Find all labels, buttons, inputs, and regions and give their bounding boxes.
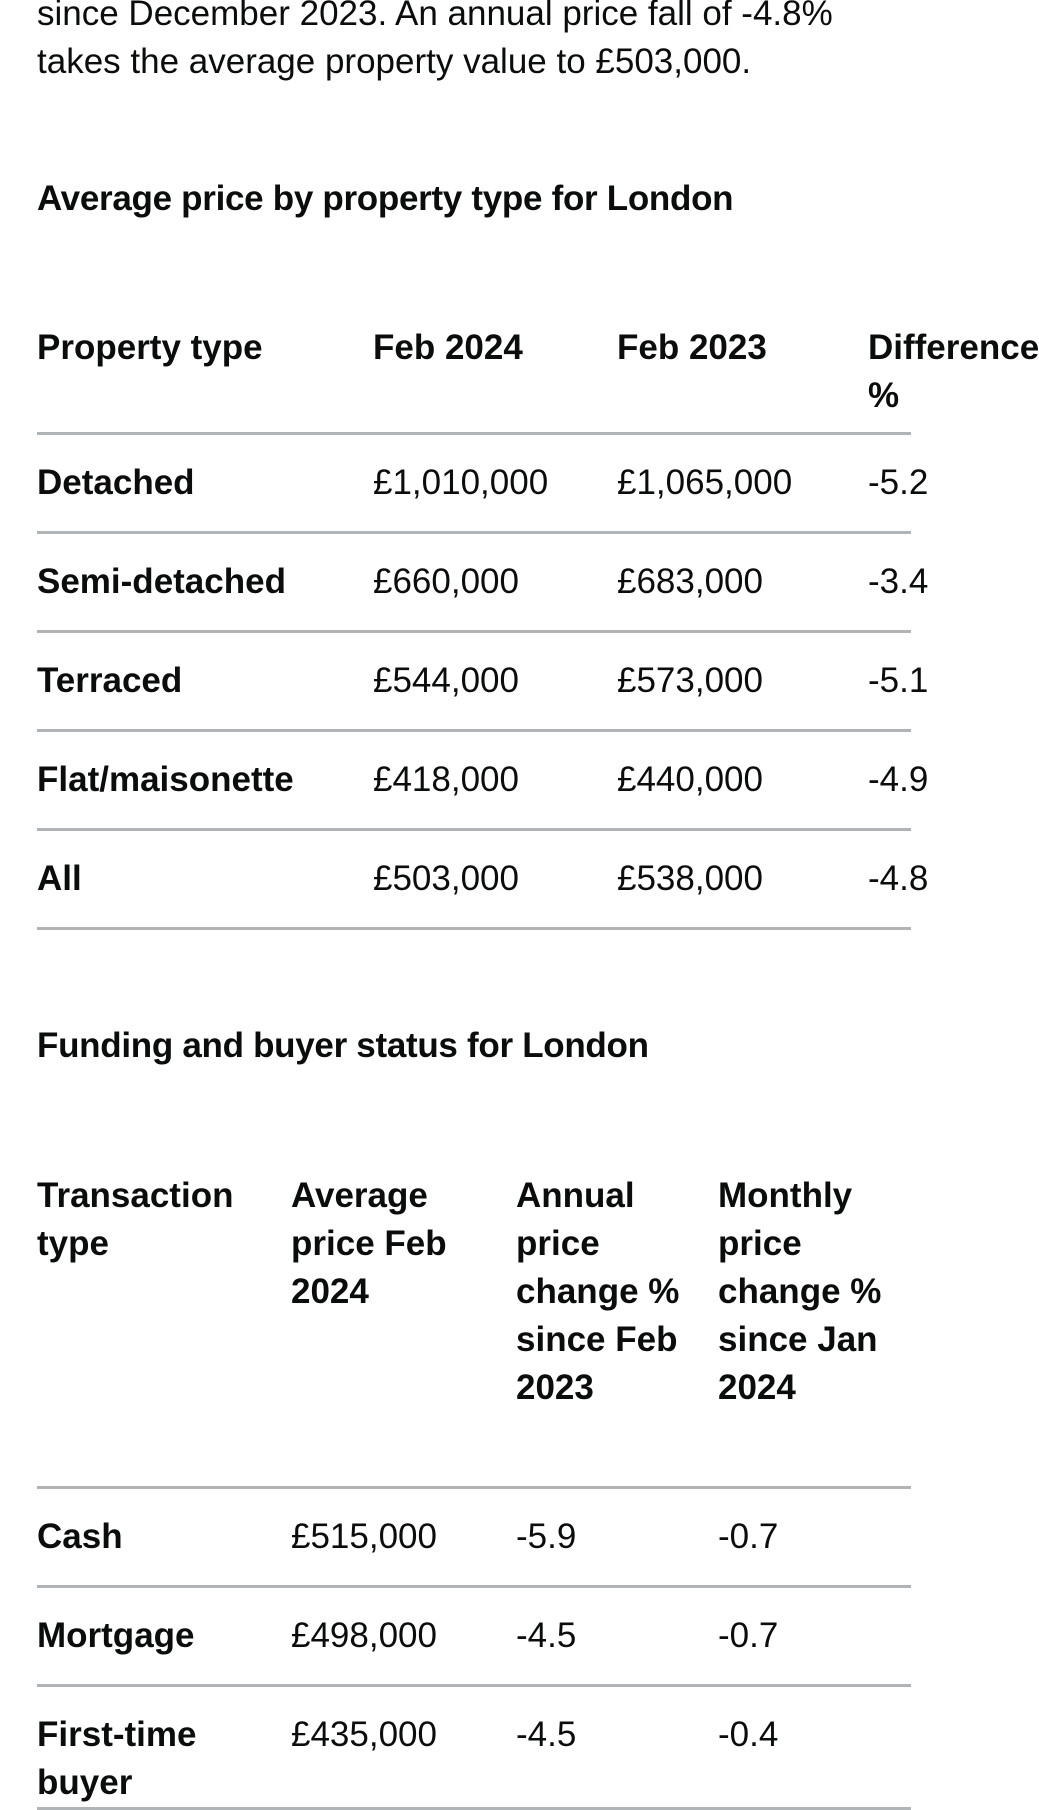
funding-table bbox=[37, 1168, 911, 1810]
col-header-annual-change: Annual price change % since Feb 2023 bbox=[516, 1168, 718, 1487]
property-type-heading: Average price by property type for London bbox=[37, 179, 734, 218]
property-type-table bbox=[37, 320, 1039, 930]
cell-feb-2023: £440,000 bbox=[617, 731, 868, 830]
row-header: All bbox=[37, 830, 373, 929]
col-header-feb-2024: Feb 2024 bbox=[373, 320, 617, 434]
row-header: Detached bbox=[37, 434, 373, 533]
table-header-row bbox=[37, 320, 911, 434]
cell-feb-2024: £660,000 bbox=[373, 533, 617, 632]
cell-feb-2024: £1,010,000 bbox=[373, 434, 617, 533]
cell-feb-2023: £573,000 bbox=[617, 632, 868, 731]
cell-annual-change: -5.9 bbox=[516, 1487, 718, 1586]
table-row bbox=[37, 1586, 911, 1685]
col-header-feb-2023: Feb 2023 bbox=[617, 320, 868, 434]
cell-difference: -3.4 bbox=[868, 533, 911, 632]
cell-feb-2024: £503,000 bbox=[373, 830, 617, 929]
cell-annual-change: -4.5 bbox=[516, 1586, 718, 1685]
cell-average-price: £498,000 bbox=[291, 1586, 516, 1685]
row-header: Flat/maisonette bbox=[37, 731, 373, 830]
row-header: Semi-detached bbox=[37, 533, 373, 632]
cell-monthly-change: -0.7 bbox=[718, 1586, 911, 1685]
table-row bbox=[37, 830, 911, 929]
cell-difference: -4.8 bbox=[868, 830, 911, 929]
table-row bbox=[37, 1685, 911, 1808]
table-row bbox=[37, 632, 911, 731]
cell-feb-2023: £683,000 bbox=[617, 533, 868, 632]
col-header-property-type: Property type bbox=[37, 320, 373, 434]
table-row bbox=[37, 533, 911, 632]
row-header: Mortgage bbox=[37, 1586, 291, 1685]
intro-paragraph: since December 2023. An annual price fall of -4.8% takes the average property value to £503,000. bbox=[37, 0, 833, 81]
cell-monthly-change: -0.7 bbox=[718, 1487, 911, 1586]
cell-monthly-change: -0.4 bbox=[718, 1685, 911, 1808]
funding-heading: Funding and buyer status for London bbox=[37, 1026, 649, 1065]
row-header: Terraced bbox=[37, 632, 373, 731]
row-header: Cash bbox=[37, 1487, 291, 1586]
col-header-transaction-type: Transaction type bbox=[37, 1168, 291, 1487]
cell-feb-2024: £418,000 bbox=[373, 731, 617, 830]
cell-average-price: £515,000 bbox=[291, 1487, 516, 1586]
cell-difference: -5.2 bbox=[868, 434, 911, 533]
table-row bbox=[37, 1487, 911, 1586]
row-header: First-time buyer bbox=[37, 1685, 291, 1808]
table-header-row bbox=[37, 1168, 911, 1487]
table-row bbox=[37, 434, 911, 533]
table-row bbox=[37, 731, 911, 830]
col-header-difference: Difference % bbox=[868, 320, 911, 434]
cell-average-price: £435,000 bbox=[291, 1685, 516, 1808]
cell-feb-2024: £544,000 bbox=[373, 632, 617, 731]
col-header-monthly-change: Monthly price change % since Jan 2024 bbox=[718, 1168, 911, 1487]
cell-difference: -4.9 bbox=[868, 731, 911, 830]
cell-difference: -5.1 bbox=[868, 632, 911, 731]
col-header-average-price: Average price Feb 2024 bbox=[291, 1168, 516, 1487]
cell-annual-change: -4.5 bbox=[516, 1685, 718, 1808]
cell-feb-2023: £1,065,000 bbox=[617, 434, 868, 533]
cell-feb-2023: £538,000 bbox=[617, 830, 868, 929]
